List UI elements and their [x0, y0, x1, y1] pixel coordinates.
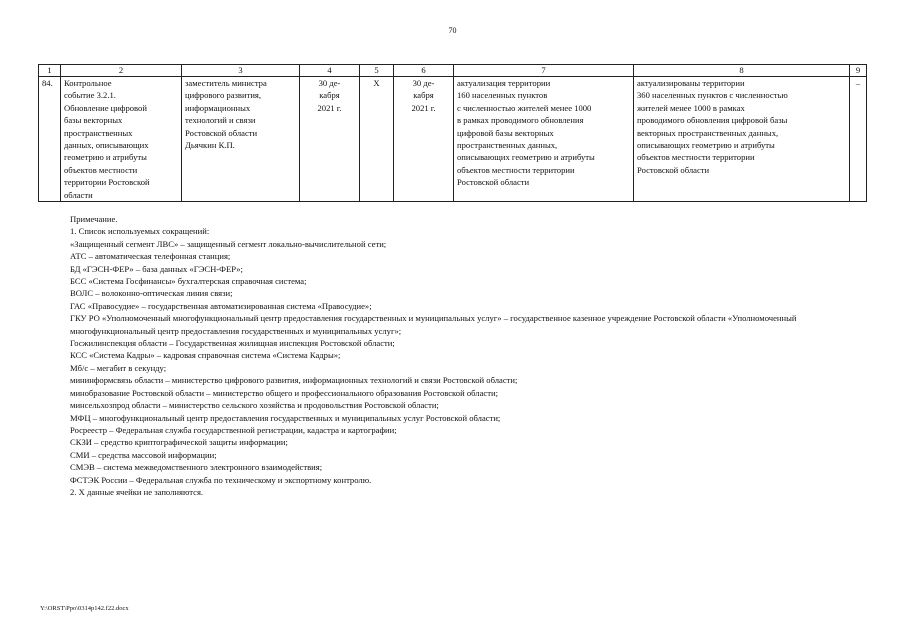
abbreviation-item: СКЗИ – средство криптографической защиты информации;: [70, 437, 288, 448]
header-cell: 5: [360, 65, 394, 77]
abbreviation-item: МФЦ – многофункциональный центр предоставления государственных и муниципальных услуг Ростовской области;: [70, 412, 501, 423]
cell-line: 360 населенных пунктов с численностью: [637, 90, 788, 101]
cell-line: 30 де-: [412, 78, 435, 88]
cell-line: 2021 г.: [317, 102, 342, 113]
planned-result-cell: [454, 77, 634, 202]
notes-final: 2. Х данные ячейки не заполняются.: [70, 486, 204, 497]
cell-line: цифрового развития,: [185, 90, 262, 101]
note-cell: –: [850, 77, 867, 202]
cell-line: с численностью жителей менее 1000: [457, 102, 592, 113]
abbreviation-item: ВОЛС – волоконно-оптическая линия связи;: [70, 288, 233, 299]
cell-line: объектов местности территории: [457, 164, 575, 175]
row-number: 84.: [39, 77, 61, 202]
actual-result-cell: [634, 77, 850, 202]
abbreviation-item: АТС – автоматическая телефонная станция;: [70, 251, 231, 262]
abbreviations-list: [70, 238, 870, 486]
header-cell: 4: [300, 65, 360, 77]
cell-line: информационных: [185, 102, 251, 113]
cell-line: пространственных данных,: [457, 140, 558, 151]
cell-line: Ростовской области: [637, 164, 710, 175]
cell-line: в рамках проводимого обновления: [457, 115, 584, 126]
cell-line: заместитель министра: [185, 78, 267, 88]
responsible-cell: [182, 77, 300, 202]
empty-mark-cell: Х: [360, 77, 394, 202]
abbreviation-item: ГКУ РО «Уполномоченный многофункциональный центр предоставления государственных и муниципальных услуг» – государственное казенное учреждение Ростовской области «Уполномоченный многофункциональный центр предоставления государственных и муниципальных услуг»;: [70, 313, 797, 336]
abbreviation-item: Росреестр – Федеральная служба государственной регистрации, кадастра и картографии;: [70, 424, 397, 435]
cell-line: актуализация территории: [457, 78, 551, 88]
abbreviation-item: Мб/с – мегабит в секунду;: [70, 362, 167, 373]
abbreviation-item: СМЭВ – система межведомственного электронного взаимодействия;: [70, 462, 323, 473]
header-cell: 6: [394, 65, 454, 77]
actual-date-cell: [394, 77, 454, 202]
header-cell: 3: [182, 65, 300, 77]
cell-line: кабря: [413, 90, 434, 101]
cell-line: геометрию и атрибуты: [64, 152, 147, 163]
cell-line: описывающих геометрию и атрибуты: [457, 152, 595, 163]
cell-line: области: [64, 189, 93, 200]
cell-line: Контрольное: [64, 78, 112, 88]
cell-line: объектов местности территории: [637, 152, 755, 163]
notes-section: [70, 213, 870, 498]
cell-line: кабря: [319, 90, 340, 101]
abbreviation-item: КСС «Система Кадры» – кадровая справочная система «Система Кадры»;: [70, 350, 341, 361]
abbreviation-item: «Защищенный сегмент ЛВС» – защищенный сегмент локально-вычислительной сети;: [70, 238, 387, 249]
header-cell: 2: [61, 65, 182, 77]
abbreviations-title: 1. Список используемых сокращений:: [70, 226, 210, 237]
abbreviation-item: БД «ГЭСН-ФЕР» – база данных «ГЭСН-ФЕР»;: [70, 263, 243, 274]
file-path-footer: Y:\ORST\Ppo\0314p142.f22.docx: [40, 605, 129, 612]
cell-line: событие 3.2.1.: [64, 90, 116, 101]
abbreviation-item: минобразование Ростовской области – министерство общего и профессионального образования Ростовской области;: [70, 387, 498, 398]
cell-line: пространственных: [64, 127, 133, 138]
cell-line: цифровой базы векторных: [457, 127, 554, 138]
table-header-row: [39, 65, 867, 77]
table-row: [39, 77, 867, 202]
cell-line: Обновление цифровой: [64, 102, 147, 113]
abbreviation-item: ГАС «Правосудие» – государственная автоматизированная система «Правосудие»;: [70, 300, 372, 311]
cell-line: объектов местности: [64, 164, 138, 175]
plan-table: [38, 64, 867, 202]
abbreviation-item: мининформсвязь области – министерство цифрового развития, информационных технологий и связи Ростовской области;: [70, 375, 518, 386]
header-cell: 9: [850, 65, 867, 77]
abbreviation-item: Госжилинспекция области – Государственная жилищная инспекция Ростовской области;: [70, 338, 395, 349]
notes-title: Примечание.: [70, 214, 118, 224]
header-cell: 7: [454, 65, 634, 77]
cell-line: территории Ростовской: [64, 177, 150, 188]
cell-line: 160 населенных пунктов: [457, 90, 548, 101]
header-cell: 8: [634, 65, 850, 77]
header-cell: 1: [39, 65, 61, 77]
cell-line: Дьячкин К.П.: [185, 140, 235, 151]
cell-line: проводимого обновления цифровой базы: [637, 115, 788, 126]
event-name-cell: [61, 77, 182, 202]
cell-line: описывающих геометрию и атрибуты: [637, 140, 775, 151]
cell-line: Ростовской области: [457, 177, 530, 188]
cell-line: базы векторных: [64, 115, 123, 126]
planned-date-cell: [300, 77, 360, 202]
abbreviation-item: ФСТЭК России – Федеральная служба по техническому и экспортному контролю.: [70, 474, 372, 485]
cell-line: технологий и связи: [185, 115, 256, 126]
cell-line: жителей менее 1000 в рамках: [637, 102, 745, 113]
cell-line: векторных пространственных данных,: [637, 127, 779, 138]
cell-line: 30 де-: [318, 78, 341, 88]
abbreviation-item: СМИ – средства массовой информации;: [70, 449, 217, 460]
page-number: 70: [448, 26, 457, 35]
cell-line: данных, описывающих: [64, 140, 149, 151]
abbreviation-item: минсельхозпрод области – министерство сельского хозяйства и продовольствия Ростовской области;: [70, 400, 439, 411]
cell-line: актуализированы территории: [637, 78, 745, 88]
cell-line: 2021 г.: [411, 102, 436, 113]
cell-line: Ростовской области: [185, 127, 258, 138]
abbreviation-item: БСС «Система Госфинансы» бухгалтерская справочная система;: [70, 276, 307, 287]
